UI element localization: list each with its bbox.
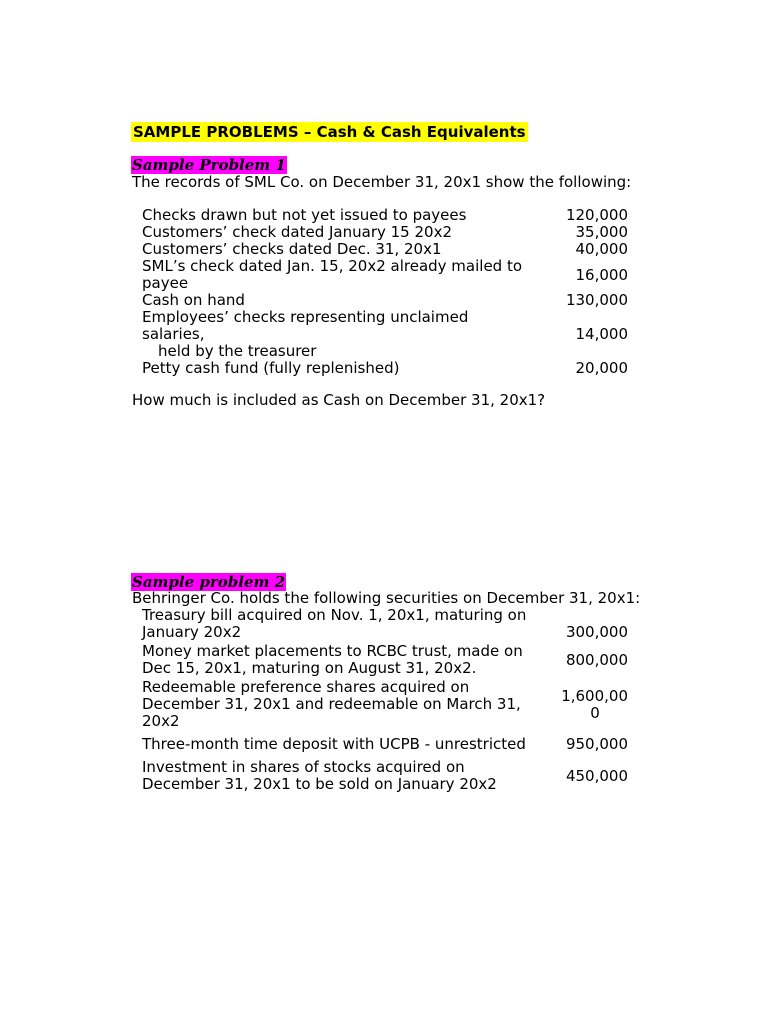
item-amount: 300,000	[565, 623, 628, 641]
item-description-line: Treasury bill acquired on Nov. 1, 20x1, maturing on	[142, 606, 527, 624]
item-amount: 20,000	[575, 359, 628, 377]
item-description	[142, 755, 532, 795]
item-description-line: Investment in shares of stocks acquired on	[142, 758, 465, 776]
table-row	[142, 755, 628, 795]
item-description-line: Employees’ checks representing unclaimed	[142, 308, 469, 326]
table-row	[142, 292, 628, 309]
item-description-line: Money market placements to RCBC trust, made on	[142, 642, 523, 660]
item-description-line: salaries,	[142, 325, 205, 343]
table-row	[142, 607, 628, 643]
item-description-line: January 20x2	[142, 623, 242, 641]
item-description-line: payee	[142, 274, 189, 292]
item-description	[142, 258, 532, 292]
item-description-line: December 31, 20x1 to be sold on January 20x2	[142, 775, 497, 793]
item-description	[142, 643, 532, 679]
item-amount: 14,000	[575, 325, 628, 343]
item-amount: 120,000	[565, 206, 628, 224]
item-amount-line: 0	[590, 703, 600, 722]
item-description: Cash on hand	[142, 291, 245, 309]
table-row	[142, 309, 628, 360]
problem-1-table	[142, 207, 628, 377]
item-amount: 950,000	[565, 735, 628, 753]
item-description: Petty cash fund (fully replenished)	[142, 359, 400, 377]
item-description	[142, 607, 532, 643]
problem-1-heading: Sample Problem 1	[132, 156, 286, 174]
item-description: Customers’ checks dated Dec. 31, 20x1	[142, 240, 442, 258]
item-amount: 16,000	[575, 265, 628, 284]
item-description-line: SML’s check dated Jan. 15, 20x2 already mailed to	[142, 257, 523, 275]
item-description	[142, 679, 532, 732]
item-description-line: 20x2	[142, 712, 180, 730]
item-description-line: December 31, 20x1 and redeemable on March 31,	[142, 695, 521, 713]
problem-2-heading: Sample problem 2	[132, 573, 286, 591]
item-description-line: Dec 15, 20x1, maturing on August 31, 20x2.	[142, 659, 477, 677]
table-row	[142, 732, 628, 755]
table-row	[142, 258, 628, 292]
problem-1-question: How much is included as Cash on December 31, 20x1?	[132, 391, 546, 409]
table-row	[142, 241, 628, 258]
table-row	[142, 360, 628, 377]
problem-2-intro: Behringer Co. holds the following securities on December 31, 20x1:	[132, 589, 641, 607]
table-row	[142, 643, 628, 679]
table-row	[142, 679, 628, 732]
item-description: Customers’ check dated January 15 20x2	[142, 223, 453, 241]
item-amount	[532, 679, 628, 732]
item-amount: 450,000	[565, 766, 628, 785]
item-description-line: held by the treasurer	[158, 342, 317, 360]
problem-1-intro: The records of SML Co. on December 31, 20x1 show the following:	[132, 173, 632, 191]
table-row	[142, 207, 628, 224]
table-row	[142, 224, 628, 241]
problem-2-table	[142, 607, 628, 795]
item-amount: 35,000	[575, 223, 628, 241]
item-amount: 800,000	[565, 650, 628, 669]
item-description-line: Redeemable preference shares acquired on	[142, 678, 470, 696]
item-description: Checks drawn but not yet issued to payees	[142, 206, 467, 224]
item-amount: 130,000	[565, 291, 628, 309]
item-amount-line: 1,600,00	[561, 686, 628, 705]
document-title: SAMPLE PROBLEMS – Cash & Cash Equivalents	[133, 123, 526, 141]
item-amount: 40,000	[575, 240, 628, 258]
item-description	[142, 309, 532, 360]
item-description: Three-month time deposit with UCPB - unrestricted	[142, 735, 526, 753]
